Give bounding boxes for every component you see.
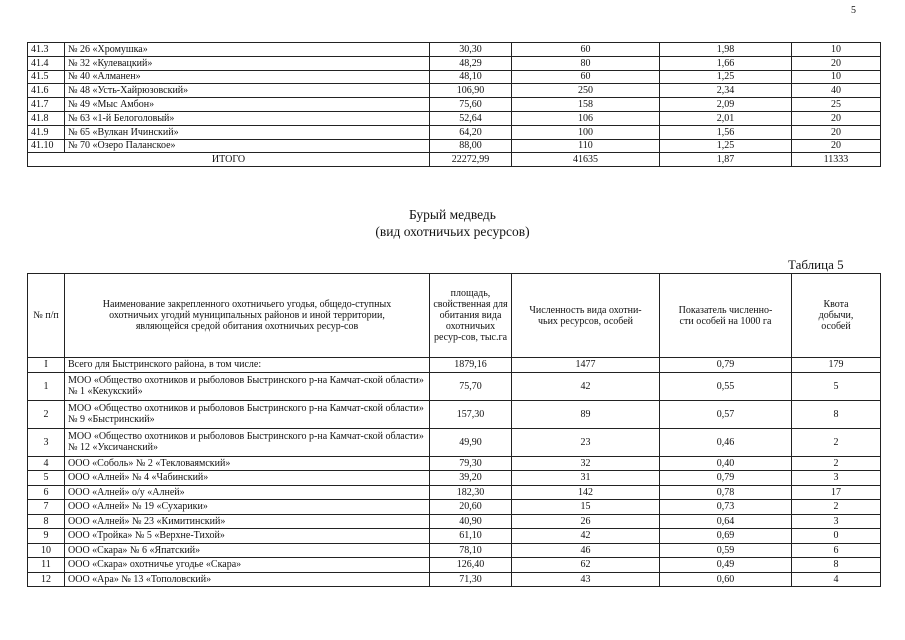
area-value: 71,30 [430, 572, 512, 587]
table-row [28, 70, 881, 84]
area-value: 75,60 [430, 98, 512, 112]
count-value: 60 [512, 70, 660, 84]
header-name: Наименование закрепленного охотничьего угодья, общедо-ступных охотничьих угодий муниципальных районов и иной территории, являющейся средой обитания охотничьих ресур-сов [65, 274, 430, 358]
header-row [28, 274, 881, 358]
table-row [28, 529, 881, 544]
density-value: 0,57 [660, 400, 792, 428]
table-row [28, 125, 881, 139]
quota-value: 25 [792, 98, 881, 112]
density-value: 0,55 [660, 372, 792, 400]
count-value: 31 [512, 471, 660, 486]
density-value: 1,98 [660, 43, 792, 57]
ground-name: Всего для Быстринского района, в том числе: [65, 358, 430, 373]
area-value: 40,90 [430, 514, 512, 529]
area-value: 39,20 [430, 471, 512, 486]
row-number: 1 [28, 372, 65, 400]
count-value: 142 [512, 485, 660, 500]
quota-value: 10 [792, 43, 881, 57]
quota-value: 5 [792, 372, 881, 400]
table-row [28, 500, 881, 515]
density-value: 2,34 [660, 84, 792, 98]
header-quota: Квота добычи, особей [792, 274, 881, 358]
density-value: 0,46 [660, 428, 792, 456]
density-value: 0,69 [660, 529, 792, 544]
count-value: 26 [512, 514, 660, 529]
area-value: 75,70 [430, 372, 512, 400]
row-number: 41.4 [28, 56, 65, 70]
ground-name: ООО «Тройка» № 5 «Верхне-Тихой» [65, 529, 430, 544]
quota-value: 17 [792, 485, 881, 500]
ground-name: ООО «Алней» о/у «Алней» [65, 485, 430, 500]
quota-value: 2 [792, 428, 881, 456]
table-row [28, 372, 881, 400]
top-table [27, 42, 881, 167]
ground-name: № 26 «Хромушка» [65, 43, 430, 57]
count-value: 1477 [512, 358, 660, 373]
table-row [28, 428, 881, 456]
quota-value: 179 [792, 358, 881, 373]
header-area: площадь, свойственная для обитания вида охотничьих ресур-сов, тыс.га [430, 274, 512, 358]
area-value: 157,30 [430, 400, 512, 428]
row-number: 11 [28, 558, 65, 573]
section-title: Бурый медведь [409, 207, 496, 222]
density-value: 2,01 [660, 111, 792, 125]
quota-value: 0 [792, 529, 881, 544]
quota-value: 20 [792, 111, 881, 125]
density-value: 0,78 [660, 485, 792, 500]
quota-value: 8 [792, 400, 881, 428]
header-density: Показатель численно-сти особей на 1000 га [660, 274, 792, 358]
quota-value: 3 [792, 471, 881, 486]
table-row [28, 43, 881, 57]
row-number: 41.5 [28, 70, 65, 84]
density-value: 1,66 [660, 56, 792, 70]
quota-value: 2 [792, 500, 881, 515]
area-value: 106,90 [430, 84, 512, 98]
density-value: 0,73 [660, 500, 792, 515]
count-value: 43 [512, 572, 660, 587]
row-number: 41.7 [28, 98, 65, 112]
row-number: 6 [28, 485, 65, 500]
quota-value: 40 [792, 84, 881, 98]
ground-name: ООО «Скара» № 6 «Япатский» [65, 543, 430, 558]
ground-name: МОО «Общество охотников и рыболовов Быстринского р-на Камчат-ской области» № 12 «Уксичанский» [65, 428, 430, 456]
area-value: 78,10 [430, 543, 512, 558]
count-value: 15 [512, 500, 660, 515]
total-density: 1,87 [660, 153, 792, 167]
count-value: 110 [512, 139, 660, 153]
area-value: 64,20 [430, 125, 512, 139]
quota-value: 20 [792, 139, 881, 153]
count-value: 42 [512, 529, 660, 544]
main-table [27, 273, 881, 587]
area-value: 1879,16 [430, 358, 512, 373]
row-number: 41.3 [28, 43, 65, 57]
header-count: Численность вида охотни-чьих ресурсов, особей [512, 274, 660, 358]
table-row [28, 358, 881, 373]
density-value: 1,25 [660, 70, 792, 84]
density-value: 2,09 [660, 98, 792, 112]
table-row [28, 558, 881, 573]
area-value: 182,30 [430, 485, 512, 500]
ground-name: ООО «Скара» охотничье угодье «Скара» [65, 558, 430, 573]
quota-value: 20 [792, 56, 881, 70]
count-value: 46 [512, 543, 660, 558]
quota-value: 8 [792, 558, 881, 573]
total-area: 22272,99 [430, 153, 512, 167]
table-row [28, 111, 881, 125]
row-number: 3 [28, 428, 65, 456]
ground-name: № 49 «Мыс Амбон» [65, 98, 430, 112]
area-value: 30,30 [430, 43, 512, 57]
area-value: 20,60 [430, 500, 512, 515]
area-value: 49,90 [430, 428, 512, 456]
count-value: 80 [512, 56, 660, 70]
row-number: 8 [28, 514, 65, 529]
area-value: 61,10 [430, 529, 512, 544]
table-row [28, 456, 881, 471]
table-row [28, 514, 881, 529]
density-value: 0,40 [660, 456, 792, 471]
quota-value: 2 [792, 456, 881, 471]
ground-name: № 65 «Вулкан Ичинский» [65, 125, 430, 139]
table-row [28, 400, 881, 428]
quota-value: 4 [792, 572, 881, 587]
ground-name: № 48 «Усть-Хайрюзовский» [65, 84, 430, 98]
count-value: 42 [512, 372, 660, 400]
ground-name: ООО «Ара» № 13 «Тополовский» [65, 572, 430, 587]
area-value: 52,64 [430, 111, 512, 125]
table-row [28, 471, 881, 486]
quota-value: 20 [792, 125, 881, 139]
row-number: 2 [28, 400, 65, 428]
ground-name: ООО «Соболь» № 2 «Текловаямский» [65, 456, 430, 471]
table-row [28, 139, 881, 153]
table-label: Таблица 5 [788, 257, 844, 272]
row-number: 9 [28, 529, 65, 544]
ground-name: № 70 «Озеро Паланское» [65, 139, 430, 153]
count-value: 60 [512, 43, 660, 57]
density-value: 0,49 [660, 558, 792, 573]
density-value: 1,56 [660, 125, 792, 139]
count-value: 100 [512, 125, 660, 139]
section-subtitle: (вид охотничьих ресурсов) [375, 224, 530, 239]
density-value: 0,60 [660, 572, 792, 587]
row-number: 7 [28, 500, 65, 515]
table-row [28, 485, 881, 500]
row-number: 12 [28, 572, 65, 587]
ground-name: № 40 «Алманен» [65, 70, 430, 84]
count-value: 89 [512, 400, 660, 428]
area-value: 126,40 [430, 558, 512, 573]
density-value: 0,59 [660, 543, 792, 558]
total-quota: 11333 [792, 153, 881, 167]
table-row [28, 84, 881, 98]
ground-name: ООО «Алней» № 4 «Чабинский» [65, 471, 430, 486]
row-number: 41.9 [28, 125, 65, 139]
count-value: 62 [512, 558, 660, 573]
row-number: I [28, 358, 65, 373]
ground-name: МОО «Общество охотников и рыболовов Быстринского р-на Камчат-ской области» № 9 «Быстринский» [65, 400, 430, 428]
table-row [28, 56, 881, 70]
row-number: 41.8 [28, 111, 65, 125]
row-number: 41.6 [28, 84, 65, 98]
area-value: 79,30 [430, 456, 512, 471]
area-value: 48,29 [430, 56, 512, 70]
ground-name: № 63 «1-й Белоголовый» [65, 111, 430, 125]
ground-name: МОО «Общество охотников и рыболовов Быстринского р-на Камчат-ской области» № 1 «Кекукский» [65, 372, 430, 400]
total-label: ИТОГО [28, 153, 430, 167]
count-value: 158 [512, 98, 660, 112]
count-value: 23 [512, 428, 660, 456]
row-number: 41.10 [28, 139, 65, 153]
table-row [28, 572, 881, 587]
row-number: 10 [28, 543, 65, 558]
count-value: 106 [512, 111, 660, 125]
row-number: 5 [28, 471, 65, 486]
ground-name: ООО «Алней» № 19 «Сухарики» [65, 500, 430, 515]
quota-value: 6 [792, 543, 881, 558]
quota-value: 10 [792, 70, 881, 84]
density-value: 0,64 [660, 514, 792, 529]
count-value: 250 [512, 84, 660, 98]
count-value: 32 [512, 456, 660, 471]
area-value: 88,00 [430, 139, 512, 153]
ground-name: № 32 «Кулевацкий» [65, 56, 430, 70]
area-value: 48,10 [430, 70, 512, 84]
header-num: № п/п [28, 274, 65, 358]
ground-name: ООО «Алней» № 23 «Кимитинский» [65, 514, 430, 529]
table-row [28, 98, 881, 112]
quota-value: 3 [792, 514, 881, 529]
row-number: 4 [28, 456, 65, 471]
density-value: 1,25 [660, 139, 792, 153]
page-number: 5 [851, 5, 856, 16]
table-row [28, 543, 881, 558]
density-value: 0,79 [660, 358, 792, 373]
total-count: 41635 [512, 153, 660, 167]
total-row [28, 153, 881, 167]
density-value: 0,79 [660, 471, 792, 486]
